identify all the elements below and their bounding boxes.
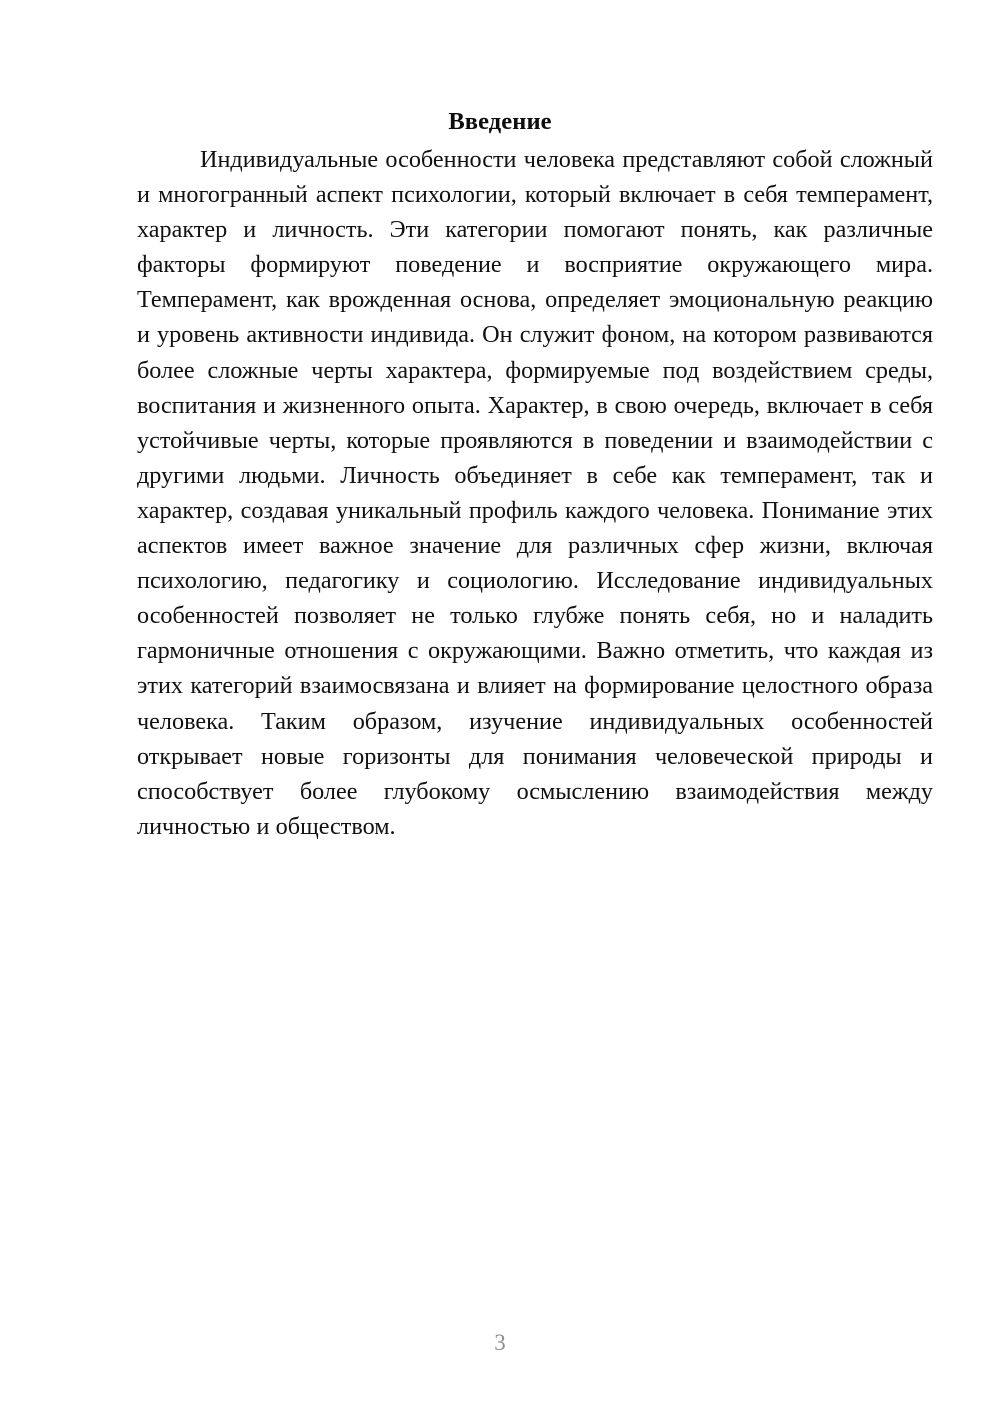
introduction-paragraph: Индивидуальные особенности человека представляют собой сложный и многогранный аспект психологии, который включает в себя темперамент, характер и личность. Эти категории помогают понять, как различные факторы формируют поведение и восприятие окружающего мира. Темперамент, как врожденная основа, определяет эмоциональную реакцию и уровень активности индивида. Он служит фоном, на котором развиваются более сложные черты характера, формируемые под воздействием среды, воспитания и жизненного опыта. Характер, в свою очередь, включает в себя устойчивые черты, которые проявляются в поведении и взаимодействии с другими людьми. Личность объединяет в себе как темперамент, так и характер, создавая уникальный профиль каждого человека. Понимание этих аспектов имеет важное значение для различных сфер жизни, включая психологию, педагогику и социологию. Исследование индивидуальных особенностей позволяет не только глубже понять себя, но и наладить гармоничные отношения с окружающими. Важно отметить, что каждая из этих категорий взаимосвязана и влияет на формирование целостного образа человека. Таким образом, изучение индивидуальных особенностей открывает новые горизонты для понимания человеческой природы и способствует более глубокому осмыслению взаимодействия между личностью и обществом. [137, 146, 933, 840]
page-title: Введение [448, 108, 552, 136]
body-text-block [137, 142, 933, 844]
page-number: 3 [494, 1330, 506, 1355]
